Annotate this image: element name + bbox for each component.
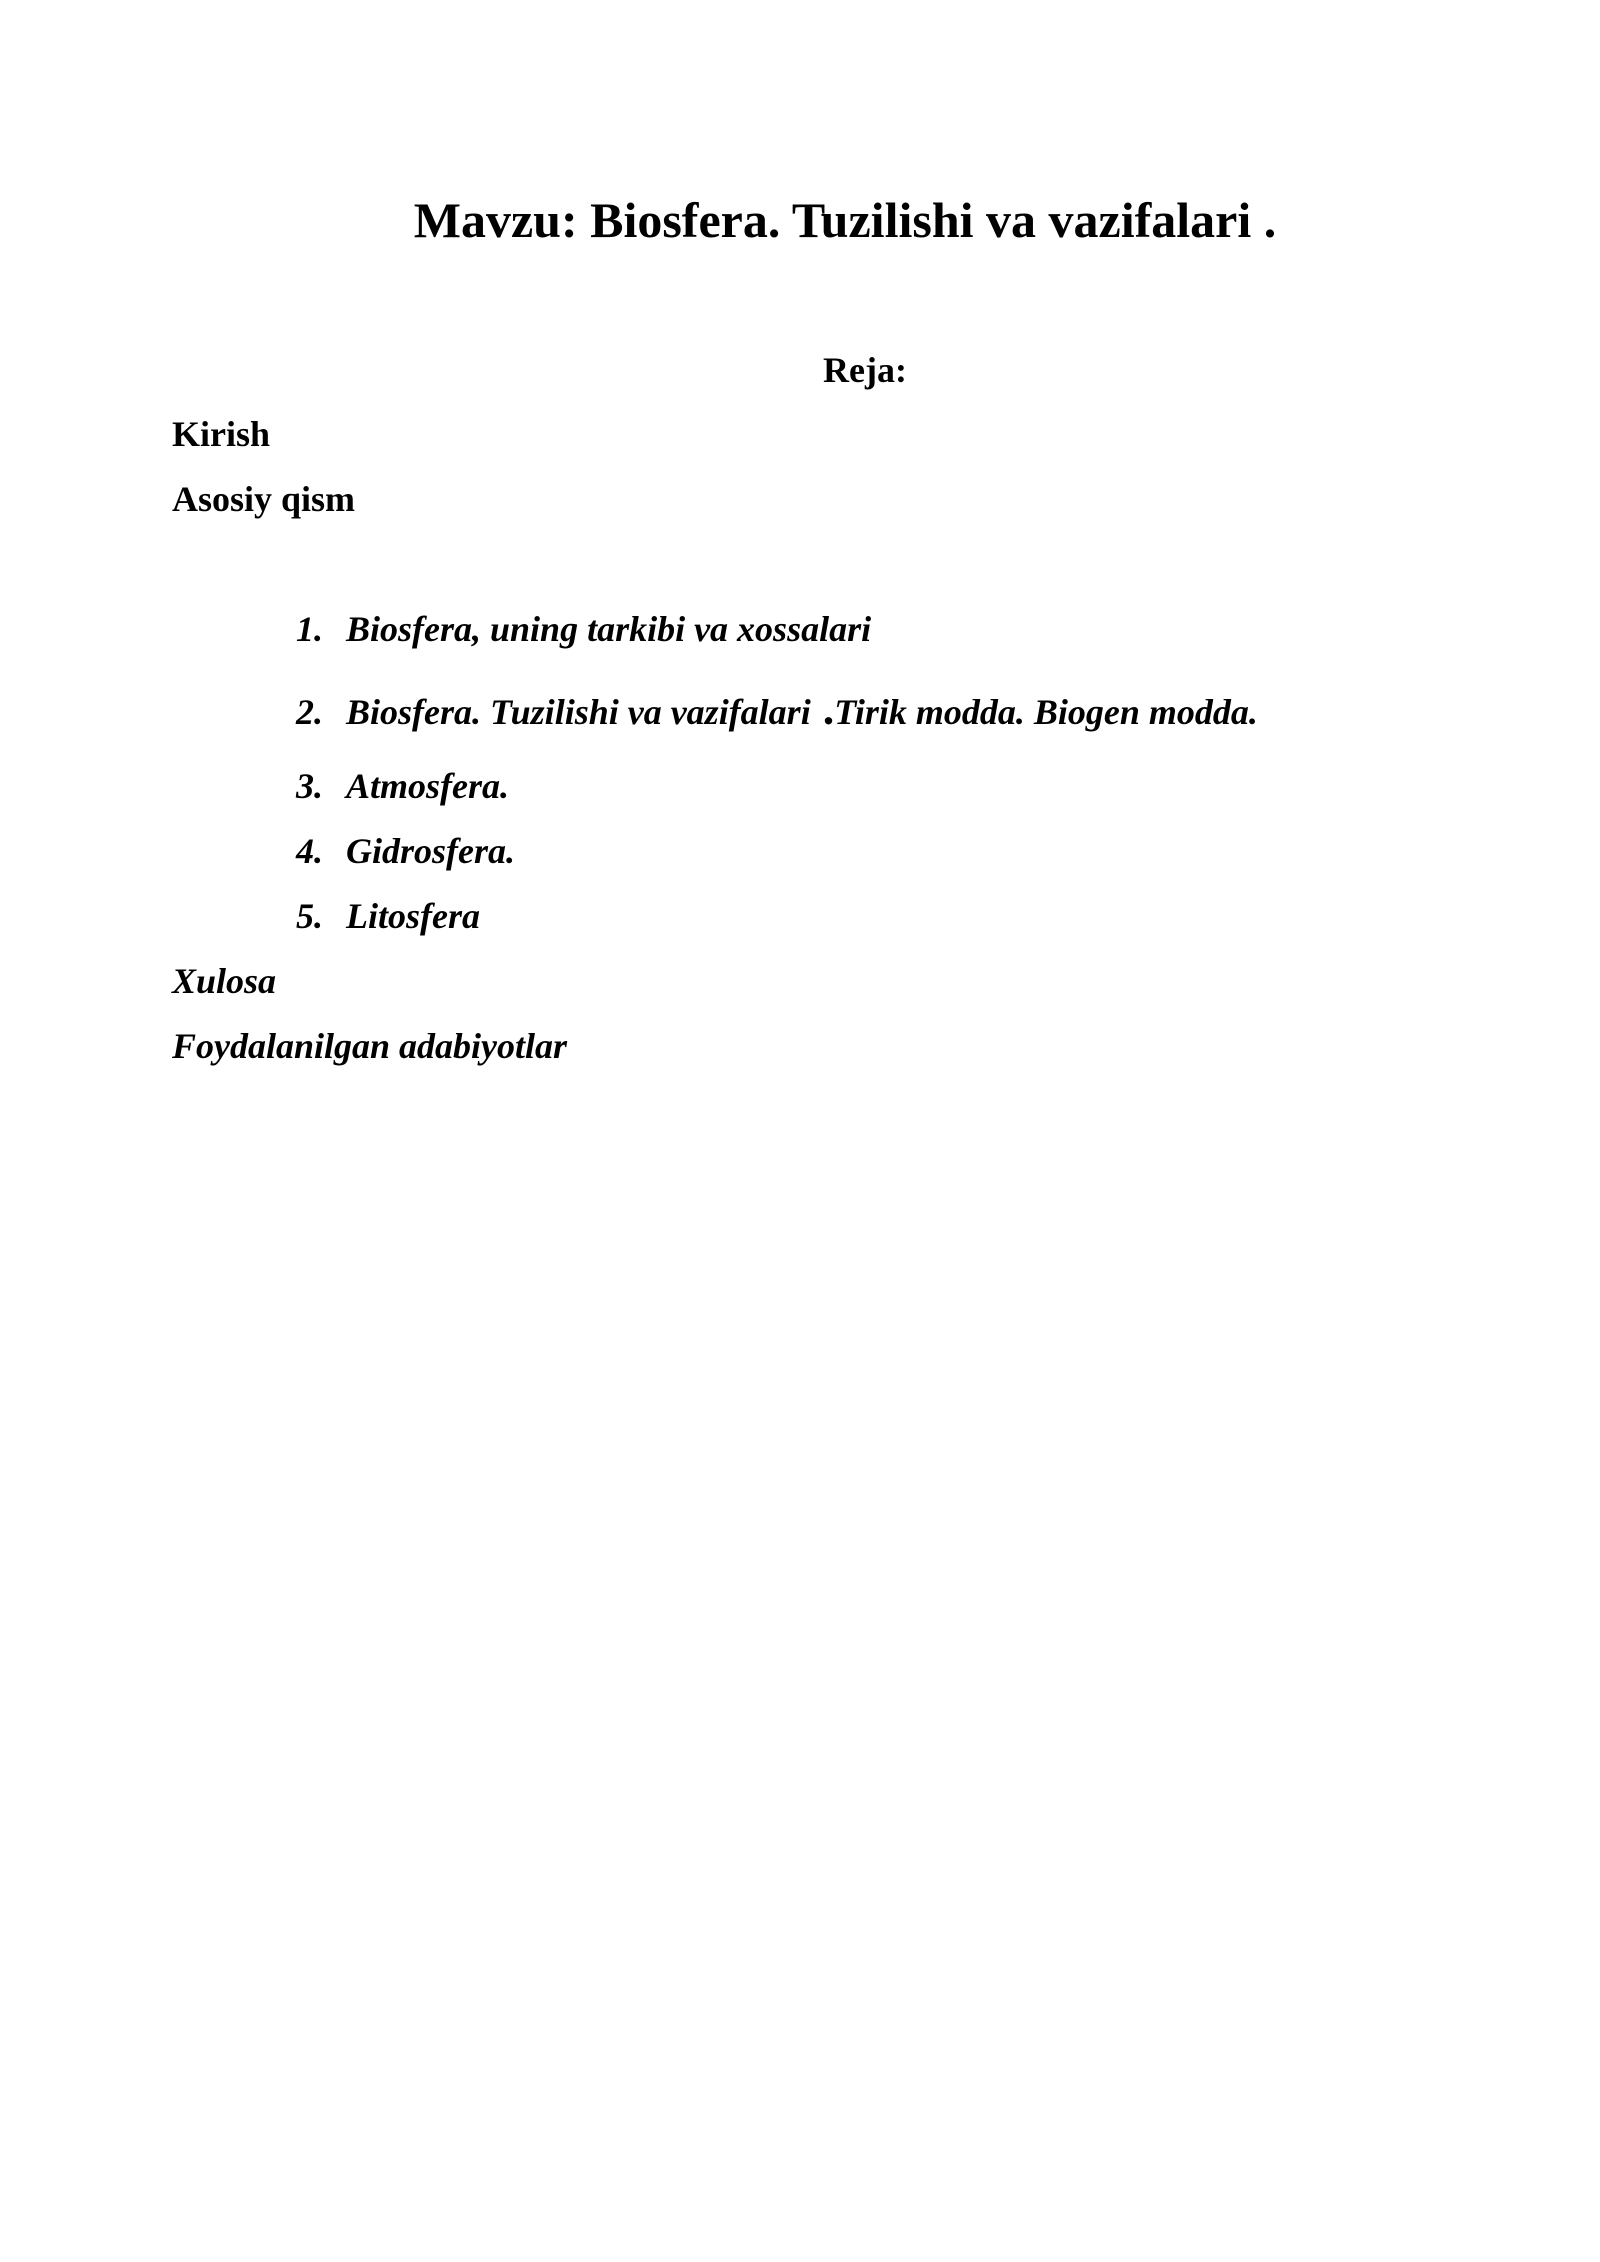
main-part-label: Asosiy qism	[172, 479, 356, 519]
list-item	[296, 683, 1258, 734]
references-label: Foydalanilgan adabiyotlar	[172, 1026, 568, 1066]
list-item-text: Atmosfera.	[346, 766, 510, 806]
list-item-text: Gidrosfera.	[346, 831, 515, 871]
list-item-text: Biosfera. Tuzilishi va vazifalari	[346, 692, 811, 732]
list-item-number: 1.	[296, 609, 323, 649]
list-item-number: 4.	[296, 831, 323, 871]
list-item-number: 5.	[296, 896, 323, 936]
list-item-number: 3.	[296, 766, 323, 806]
list-item-text-after: Tirik modda. Biogen modda.	[834, 692, 1258, 732]
list-item-text: Biosfera, uning tarkibi va xossalari	[346, 609, 872, 649]
list-item	[296, 829, 515, 873]
intro-label: Kirish	[172, 414, 271, 454]
list-item-dot: .	[822, 683, 835, 734]
page-title: Mavzu: Biosfera. Tuzilishi va vazifalari .	[413, 192, 1277, 248]
plan-heading: Reja:	[823, 350, 907, 390]
conclusion-label: Xulosa	[172, 961, 277, 1001]
list-item	[296, 894, 480, 938]
list-item	[296, 764, 509, 808]
list-item-text: Litosfera	[346, 896, 480, 936]
list-item	[296, 607, 871, 651]
list-item-number: 2.	[296, 692, 323, 732]
